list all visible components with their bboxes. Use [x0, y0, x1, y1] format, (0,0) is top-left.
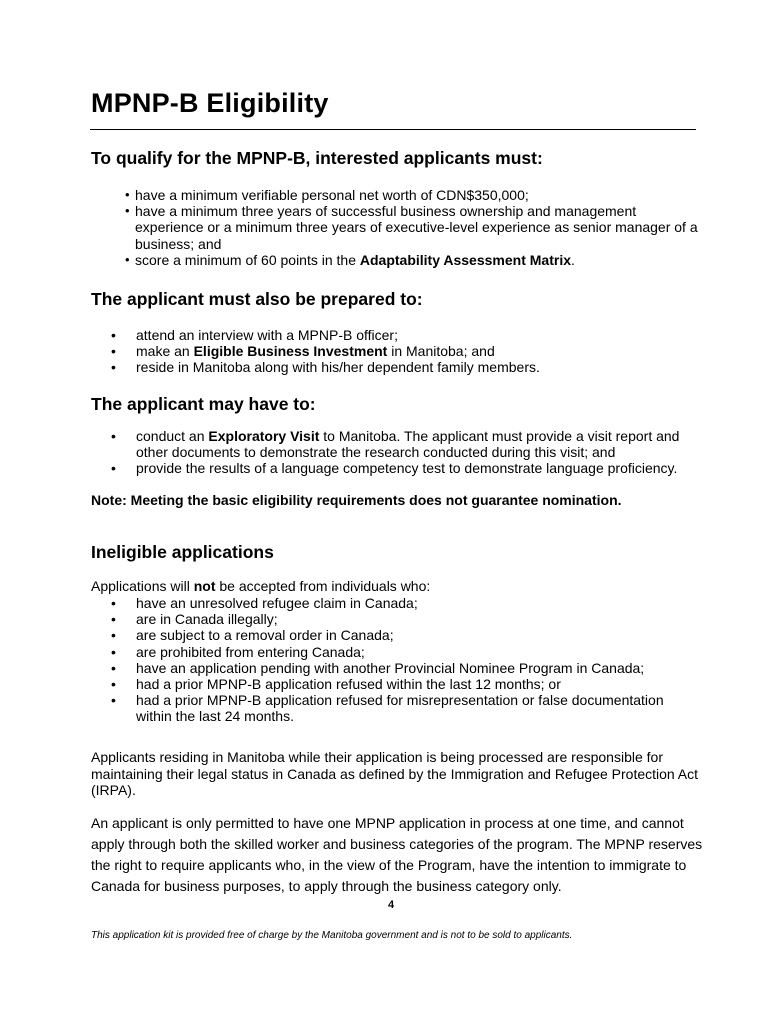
one-application-paragraph: An applicant is only permitted to have one MPNP application in process at one time, and cannot apply through both the skilled worker and business categories of the program. The MPNP reserves the right to require applicants who, in the view of the Program, have the intention to immigrate to Canada for business purposes, to apply through the business category only.: [91, 815, 703, 894]
list-item: • are in Canada illegally;: [111, 611, 701, 627]
list-item: • attend an interview with a MPNP-B officer;: [111, 327, 711, 343]
list-item: • provide the results of a language competency test to demonstrate language proficiency.: [111, 460, 701, 476]
legal-status-paragraph: Applicants residing in Manitoba while their application is being processed are responsible for maintaining their legal status in Canada as defined by the Immigration and Refugee Protection Act (IRPA).: [91, 749, 699, 798]
ineligible-heading: Ineligible applications: [91, 542, 274, 562]
qualify-list: [125, 187, 705, 268]
list-item: • make an Eligible Business Investment in Manitoba; and: [111, 343, 711, 359]
ineligible-intro: Applications will not be accepted from individuals who:: [91, 578, 431, 594]
list-item: • are prohibited from entering Canada;: [111, 644, 701, 660]
list-item: • reside in Manitoba along with his/her dependent family members.: [111, 359, 711, 375]
list-item: • score a minimum of 60 points in the Adaptability Assessment Matrix.: [125, 252, 705, 268]
may-have-heading: The applicant may have to:: [91, 394, 316, 414]
footer-disclaimer: This application kit is provided free of charge by the Manitoba government and is not to be sold to applicants.: [91, 930, 573, 941]
list-item: • had a prior MPNP-B application refused for misrepresentation or false documentation within the last 24 months.: [111, 692, 701, 724]
page-number: 4: [388, 899, 395, 911]
prepared-list: [111, 327, 711, 376]
list-item: • have a minimum verifiable personal net worth of CDN$350,000;: [125, 187, 705, 203]
may-have-list: [111, 428, 701, 477]
page-title: MPNP-B Eligibility: [91, 88, 329, 118]
eligibility-note: Note: Meeting the basic eligibility requirements does not guarantee nomination.: [91, 492, 622, 508]
title-divider: [90, 129, 696, 130]
list-item: • have an unresolved refugee claim in Canada;: [111, 595, 701, 611]
qualify-heading: To qualify for the MPNP-B, interested applicants must:: [91, 148, 543, 168]
prepared-heading: The applicant must also be prepared to:: [91, 289, 423, 309]
ineligible-list: [111, 595, 701, 725]
list-item: • conduct an Exploratory Visit to Manitoba. The applicant must provide a visit report and other documents to demonstrate the research conducted during this visit; and: [111, 428, 701, 460]
list-item: • have a minimum three years of successful business ownership and management experience or a minimum three years of executive-level experience as senior manager of a business; and: [125, 203, 705, 252]
list-item: • are subject to a removal order in Canada;: [111, 627, 701, 643]
list-item: • have an application pending with another Provincial Nominee Program in Canada;: [111, 660, 701, 676]
list-item: • had a prior MPNP-B application refused within the last 12 months; or: [111, 676, 701, 692]
